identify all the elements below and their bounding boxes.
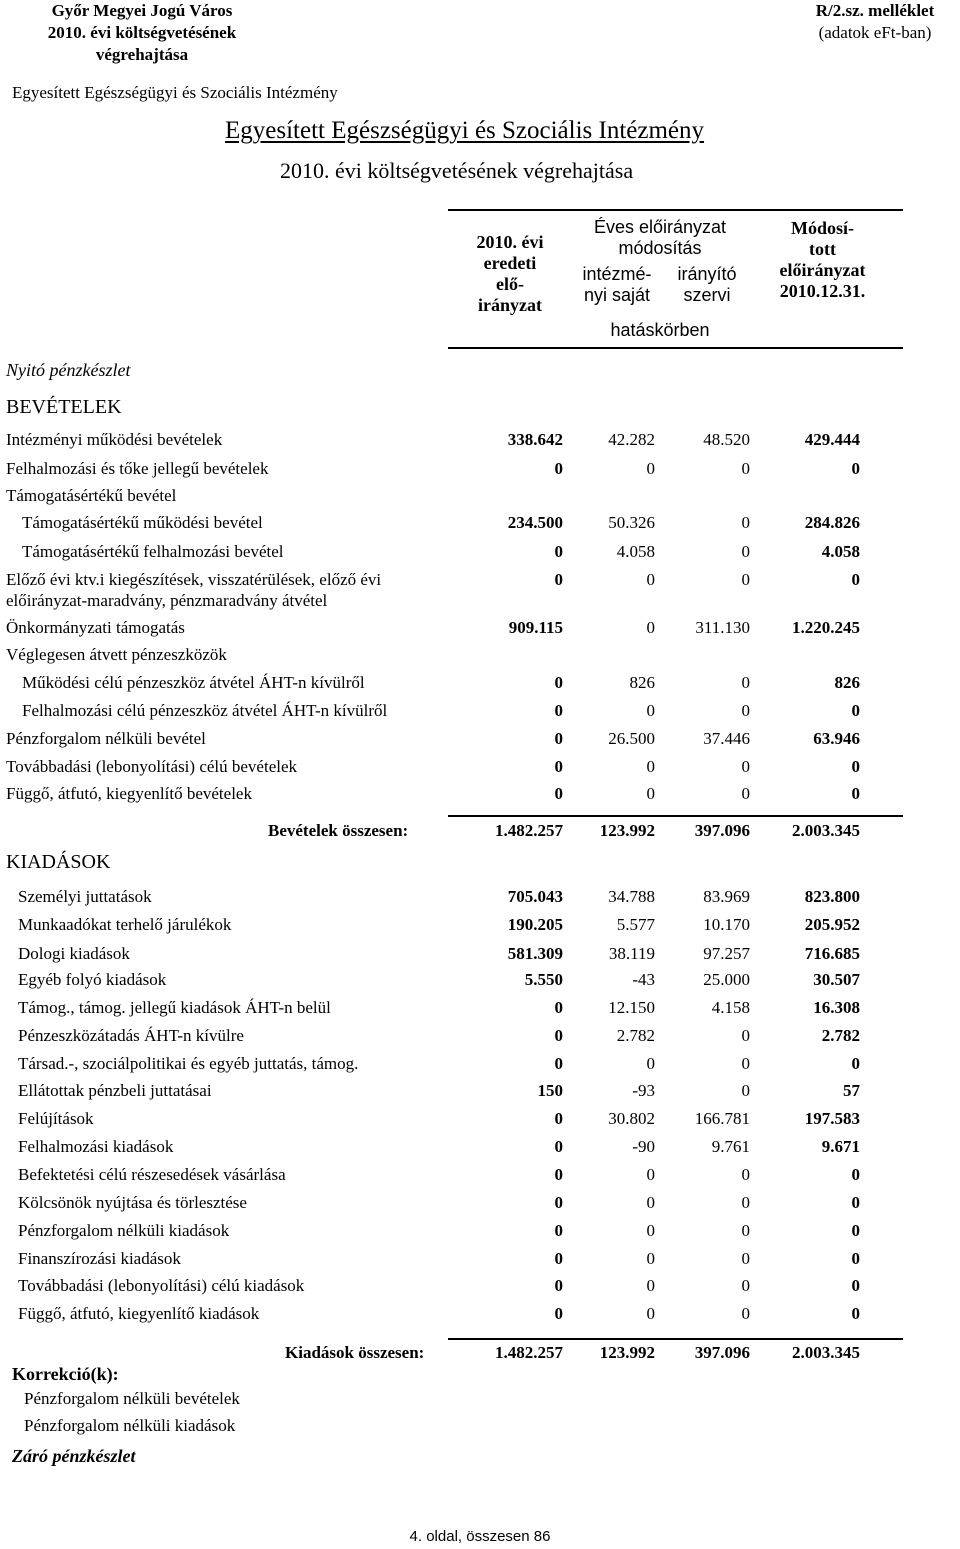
expense-row-own: 0 <box>646 1193 655 1212</box>
page-title: Egyesített Egészségügyi és Szociális Intézmény <box>225 117 705 144</box>
revenue-row-label: Felhalmozási célú pénzeszköz átvétel ÁHT-n kívülről <box>22 701 388 720</box>
revenue-total-modified: 2.003.345 <box>792 821 860 840</box>
revenue-row-label: Működési célú pénzeszköz átvétel ÁHT-n kívülről <box>22 673 365 692</box>
expense-row-own: 2.782 <box>616 1026 655 1045</box>
expense-total-own: 123.992 <box>599 1343 655 1362</box>
header-top-rule <box>448 209 903 211</box>
revenue-row-label: Támogatásértékű bevétel <box>6 486 177 505</box>
expenses-heading: KIADÁSOK <box>6 851 111 873</box>
revenue-row-own: 0 <box>646 757 655 776</box>
revenue-row-own: 50.326 <box>608 513 655 532</box>
expense-total-original: 1.482.257 <box>495 1343 563 1362</box>
expense-row-ctrl: 4.158 <box>711 998 750 1017</box>
revenue-row-original: 0 <box>554 673 563 692</box>
header-right <box>790 0 960 44</box>
revenue-row-modified: 0 <box>851 459 860 478</box>
col-ctrl-header: irányító szervi <box>677 264 737 305</box>
revenue-total-original: 1.482.257 <box>495 821 563 840</box>
annex-label: R/2.sz. melléklet <box>815 1 935 20</box>
expense-row-original: 150 <box>537 1081 563 1100</box>
expense-row-own: 38.119 <box>608 944 655 963</box>
col-own-header: intézmé- nyi saját <box>582 264 652 305</box>
expense-row-modified: 716.685 <box>804 944 860 963</box>
revenue-row-modified: 1.220.245 <box>792 618 860 637</box>
expense-row-ctrl: 97.257 <box>703 944 750 963</box>
unit-label: (adatok eFt-ban) <box>818 23 932 42</box>
expense-row-label: Felújítások <box>18 1109 94 1128</box>
revenue-row-own: 0 <box>646 618 655 637</box>
expense-row-label: Egyéb folyó kiadások <box>18 970 167 989</box>
revenue-row-ctrl: 0 <box>741 701 750 720</box>
revenue-row-own: 0 <box>646 701 655 720</box>
expense-row-own: 0 <box>646 1249 655 1268</box>
revenue-row-modified: 429.444 <box>804 430 860 449</box>
revenue-total-label: Bevételek összesen: <box>268 821 409 840</box>
revenue-row-modified: 63.946 <box>813 729 860 748</box>
page-subtitle: 2010. évi költségvetésének végrehajtása <box>280 158 634 183</box>
revenue-row-modified: 4.058 <box>821 542 860 561</box>
revenue-row-own: 826 <box>629 673 655 692</box>
expense-row-original: 0 <box>554 1109 563 1128</box>
revenue-row-ctrl: 0 <box>741 542 750 561</box>
expense-row-own: -43 <box>632 970 655 989</box>
revenue-row-own: 42.282 <box>608 430 655 449</box>
expense-row-ctrl: 0 <box>741 1221 750 1240</box>
revenue-row-own: 0 <box>646 570 655 589</box>
expense-row-ctrl: 0 <box>741 1304 750 1323</box>
expense-row-own: 0 <box>646 1165 655 1184</box>
expense-row-label: Ellátottak pénzbeli juttatásai <box>18 1081 212 1100</box>
expense-total-rule <box>448 1338 903 1340</box>
revenue-row-label: Intézményi működési bevételek <box>6 430 223 449</box>
expense-row-ctrl: 83.969 <box>703 887 750 906</box>
revenue-row-original: 338.642 <box>507 430 563 449</box>
expense-row-modified: 0 <box>851 1304 860 1323</box>
col-original-header: 2010. évi eredeti elő- irányzat <box>476 232 544 315</box>
expense-total-label: Kiadások összesen: <box>285 1343 425 1362</box>
expense-row-modified: 0 <box>851 1165 860 1184</box>
expense-row-label: Társad.-, szociálpolitikai és egyéb juttatás, támog. <box>18 1054 359 1073</box>
revenue-row-ctrl: 37.446 <box>703 729 750 748</box>
expense-row-modified: 9.671 <box>821 1137 860 1156</box>
expense-row-original: 0 <box>554 1026 563 1045</box>
revenue-row-modified: 0 <box>851 757 860 776</box>
header-left-line-3: végrehajtása <box>95 45 189 64</box>
expense-row-modified: 0 <box>851 1249 860 1268</box>
expense-row-label: Továbbadási (lebonyolítási) célú kiadások <box>18 1276 305 1295</box>
revenue-row-original: 0 <box>554 757 563 776</box>
expense-row-original: 581.309 <box>507 944 563 963</box>
expense-row-label: Felhalmozási kiadások <box>18 1137 174 1156</box>
revenue-row-original: 909.115 <box>508 618 563 637</box>
expense-row-modified: 16.308 <box>813 998 860 1017</box>
expense-row-modified: 57 <box>843 1081 860 1100</box>
expense-row-ctrl: 0 <box>741 1054 750 1073</box>
revenues-heading: BEVÉTELEK <box>6 396 122 418</box>
expense-row-label: Pénzforgalom nélküli kiadások <box>18 1221 230 1240</box>
revenue-row-modified: 0 <box>851 784 860 803</box>
expense-row-modified: 823.800 <box>804 887 860 906</box>
expense-row-own: 0 <box>646 1276 655 1295</box>
revenue-row-original: 0 <box>554 459 563 478</box>
revenue-row-ctrl: 0 <box>741 784 750 803</box>
header-left-line-1: Győr Megyei Jogú Város <box>51 1 233 20</box>
opening-balance-label: Nyitó pénzkészlet <box>6 360 131 380</box>
expense-row-own: -90 <box>632 1137 655 1156</box>
expense-row-own: 0 <box>646 1054 655 1073</box>
expense-row-label: Kölcsönök nyújtása és törlesztése <box>18 1193 247 1212</box>
header-left <box>12 0 272 66</box>
col-annual-header: Éves előirányzat módosítás <box>593 217 727 258</box>
revenue-row-label: Felhalmozási és tőke jellegű bevételek <box>6 459 269 478</box>
revenue-row-ctrl: 48.520 <box>703 430 750 449</box>
revenue-row-original: 0 <box>554 784 563 803</box>
expense-row-original: 5.550 <box>524 970 563 989</box>
expense-row-modified: 0 <box>851 1193 860 1212</box>
page-footer: 4. oldal, összesen 86 <box>409 1528 551 1545</box>
col-modified-header: Módosí- tott előirányzat 2010.12.31. <box>779 218 866 301</box>
revenue-row-ctrl: 0 <box>741 459 750 478</box>
expense-row-modified: 30.507 <box>813 970 860 989</box>
expense-row-original: 0 <box>554 1304 563 1323</box>
expense-row-ctrl: 0 <box>741 1165 750 1184</box>
expense-row-original: 0 <box>554 1249 563 1268</box>
revenue-row-own: 0 <box>646 459 655 478</box>
header-bottom-rule <box>448 347 903 349</box>
expense-row-own: 12.150 <box>608 998 655 1017</box>
expense-row-own: 34.788 <box>608 887 655 906</box>
revenue-row-own: 26.500 <box>608 729 655 748</box>
revenue-row-original: 0 <box>554 542 563 561</box>
revenue-total-own: 123.992 <box>599 821 655 840</box>
revenue-row-ctrl: 311.130 <box>695 618 750 637</box>
revenue-row-original: 0 <box>554 729 563 748</box>
expense-row-label: Finanszírozási kiadások <box>18 1249 181 1268</box>
revenue-total-rule <box>448 815 903 817</box>
revenue-row-ctrl: 0 <box>741 757 750 776</box>
expense-row-label: Dologi kiadások <box>18 944 130 963</box>
correction-label: Korrekció(k): <box>12 1364 119 1384</box>
expense-row-modified: 205.952 <box>804 915 860 934</box>
expense-row-own: 0 <box>646 1304 655 1323</box>
revenue-row-label: Előző évi ktv.i kiegészítések, visszatérülések, előző évi <box>6 570 382 589</box>
expense-row-original: 0 <box>554 1276 563 1295</box>
expense-row-modified: 197.583 <box>804 1109 860 1128</box>
revenue-row-ctrl: 0 <box>741 570 750 589</box>
revenue-row-label-cont: előirányzat-maradvány, pénzmaradvány átvétel <box>6 591 328 610</box>
expense-row-own: -93 <box>632 1081 655 1100</box>
revenue-row-modified: 826 <box>834 673 860 692</box>
revenue-row-label: Továbbadási (lebonyolítási) célú bevételek <box>6 757 298 776</box>
revenue-row-original: 0 <box>554 570 563 589</box>
revenue-row-original: 234.500 <box>507 513 563 532</box>
expense-total-ctrl: 397.096 <box>694 1343 750 1362</box>
expense-row-label: Függő, átfutó, kiegyenlítő kiadások <box>18 1304 260 1323</box>
institution-name: Egyesített Egészségügyi és Szociális Intézmény <box>12 83 338 102</box>
expense-row-label: Személyi juttatások <box>18 887 152 906</box>
expense-row-label: Befektetési célú részesedések vásárlása <box>18 1165 286 1184</box>
expense-row-modified: 0 <box>851 1054 860 1073</box>
expense-row-original: 190.205 <box>507 915 563 934</box>
correction-revenues: Pénzforgalom nélküli bevételek <box>24 1389 240 1408</box>
expense-row-label: Támog., támog. jellegű kiadások ÁHT-n belül <box>18 998 331 1017</box>
revenue-row-label: Támogatásértékű felhalmozási bevétel <box>22 542 284 561</box>
revenue-row-label: Pénzforgalom nélküli bevétel <box>6 729 206 748</box>
revenue-row-modified: 284.826 <box>804 513 860 532</box>
expense-row-ctrl: 0 <box>741 1193 750 1212</box>
expense-row-ctrl: 0 <box>741 1249 750 1268</box>
revenue-row-label: Függő, átfutó, kiegyenlítő bevételek <box>6 784 252 803</box>
expense-row-original: 0 <box>554 1221 563 1240</box>
expense-row-own: 30.802 <box>608 1109 655 1128</box>
expense-row-own: 0 <box>646 1221 655 1240</box>
revenue-row-own: 0 <box>646 784 655 803</box>
expense-row-ctrl: 9.761 <box>711 1137 750 1156</box>
revenue-total-ctrl: 397.096 <box>694 821 750 840</box>
expense-row-ctrl: 25.000 <box>703 970 750 989</box>
revenue-row-ctrl: 0 <box>741 513 750 532</box>
expense-row-original: 0 <box>554 1054 563 1073</box>
expense-row-ctrl: 0 <box>741 1276 750 1295</box>
expense-row-ctrl: 10.170 <box>703 915 750 934</box>
revenue-row-modified: 0 <box>851 570 860 589</box>
revenue-row-modified: 0 <box>851 701 860 720</box>
expense-row-original: 0 <box>554 1137 563 1156</box>
expense-row-label: Munkaadókat terhelő járulékok <box>18 915 232 934</box>
expense-total-modified: 2.003.345 <box>792 1343 860 1362</box>
expense-row-original: 0 <box>554 1165 563 1184</box>
expense-row-modified: 0 <box>851 1221 860 1240</box>
revenue-row-ctrl: 0 <box>741 673 750 692</box>
col-annual-footer: hatáskörben <box>610 320 710 340</box>
expense-row-original: 705.043 <box>507 887 563 906</box>
expense-row-modified: 0 <box>851 1276 860 1295</box>
revenue-row-label: Támogatásértékű működési bevétel <box>22 513 263 532</box>
expense-row-original: 0 <box>554 1193 563 1212</box>
revenue-row-label: Önkormányzati támogatás <box>6 618 185 637</box>
revenue-row-label: Véglegesen átvett pénzeszközök <box>6 645 227 664</box>
expense-row-original: 0 <box>554 998 563 1017</box>
header-left-line-2: 2010. évi költségvetésének <box>47 23 237 42</box>
expense-row-label: Pénzeszközátadás ÁHT-n kívülre <box>18 1026 244 1045</box>
expense-row-ctrl: 166.781 <box>694 1109 750 1128</box>
expense-row-own: 5.577 <box>616 915 655 934</box>
expense-row-ctrl: 0 <box>741 1026 750 1045</box>
expense-row-modified: 2.782 <box>821 1026 860 1045</box>
correction-expenses: Pénzforgalom nélküli kiadások <box>24 1416 236 1435</box>
revenue-row-own: 4.058 <box>616 542 655 561</box>
revenue-row-original: 0 <box>554 701 563 720</box>
expense-row-ctrl: 0 <box>741 1081 750 1100</box>
closing-balance-label: Záró pénzkészlet <box>12 1446 136 1466</box>
